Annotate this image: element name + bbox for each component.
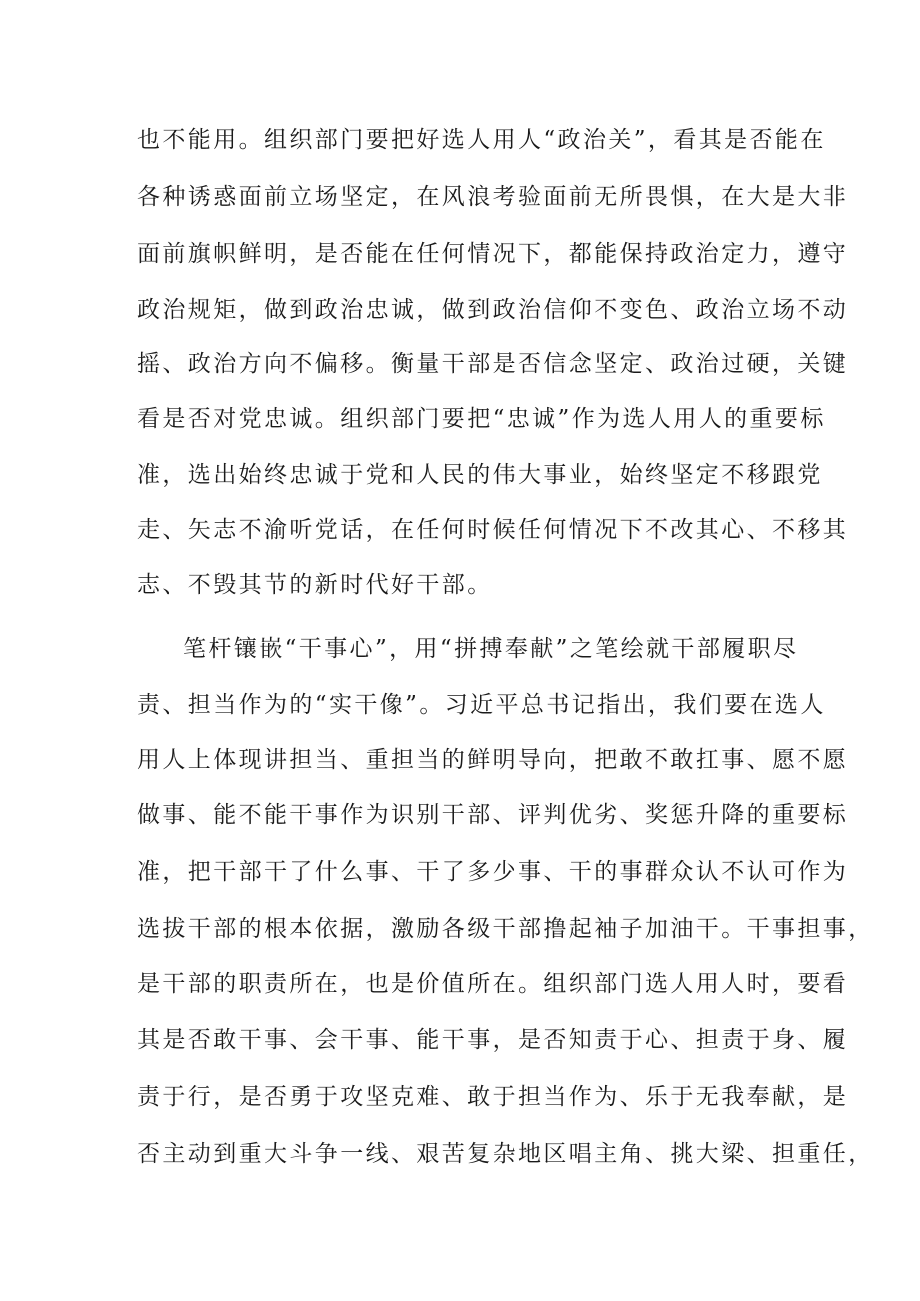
paragraph-1-line-4: 政治规矩，做到政治忠诚，做到政治信仰不变色、政治立场不动 (137, 297, 849, 323)
paragraph-2-line-2: 责、担当作为的“实干像”。习近平总书记指出，我们要在选人 (137, 692, 826, 718)
paragraph-1-line-5: 摇、政治方向不偏移。衡量干部是否信念坚定、政治过硬，关键 (137, 351, 849, 377)
paragraph-2-line-4: 做事、能不能干事作为识别干部、评判优劣、奖惩升降的重要标 (137, 802, 849, 828)
paragraph-2-line-1: 笔杆镶嵌“干事心”，用“拼搏奉献”之笔绘就干部履职尽 (183, 636, 799, 662)
paragraph-1-line-6: 看是否对党忠诚。组织部门要把“忠诚”作为选人用人的重要标 (137, 406, 826, 432)
paragraph-1-line-3: 面前旗帜鲜明，是否能在任何情况下，都能保持政治定力，遵守 (137, 241, 849, 267)
paragraph-1-line-9: 志、不毁其节的新时代好干部。 (137, 572, 493, 598)
paragraph-1-line-8: 走、矢志不渝听党话，在任何时候任何情况下不改其心、不移其 (137, 517, 849, 543)
paragraph-2-line-10: 否主动到重大斗争一线、艰苦复杂地区唱主角、挑大梁、担重任， (137, 1141, 874, 1167)
paragraph-1-line-2: 各种诱惑面前立场坚定，在风浪考验面前无所畏惧，在大是大非 (137, 184, 849, 210)
paragraph-1-line-1: 也不能用。组织部门要把好选人用人“政治关”，看其是否能在 (137, 127, 826, 153)
paragraph-2-line-6: 选拔干部的根本依据，激励各级干部撸起袖子加油干。干事担事， (137, 916, 874, 942)
paragraph-1-line-7: 准，选出始终忠诚于党和人民的伟大事业，始终坚定不移跟党 (137, 462, 823, 488)
paragraph-2-line-9: 责于行，是否勇于攻坚克难、敢于担当作为、乐于无我奉献，是 (137, 1084, 849, 1110)
paragraph-2-line-8: 其是否敢干事、会干事、能干事，是否知责于心、担责于身、履 (137, 1027, 849, 1053)
paragraph-2-line-5: 准，把干部干了什么事、干了多少事、干的事群众认不认可作为 (137, 859, 849, 885)
paragraph-2-line-3: 用人上体现讲担当、重担当的鲜明导向，把敢不敢扛事、愿不愿 (137, 747, 849, 773)
paragraph-2-line-7: 是干部的职责所在，也是价值所在。组织部门选人用人时，要看 (137, 971, 849, 997)
